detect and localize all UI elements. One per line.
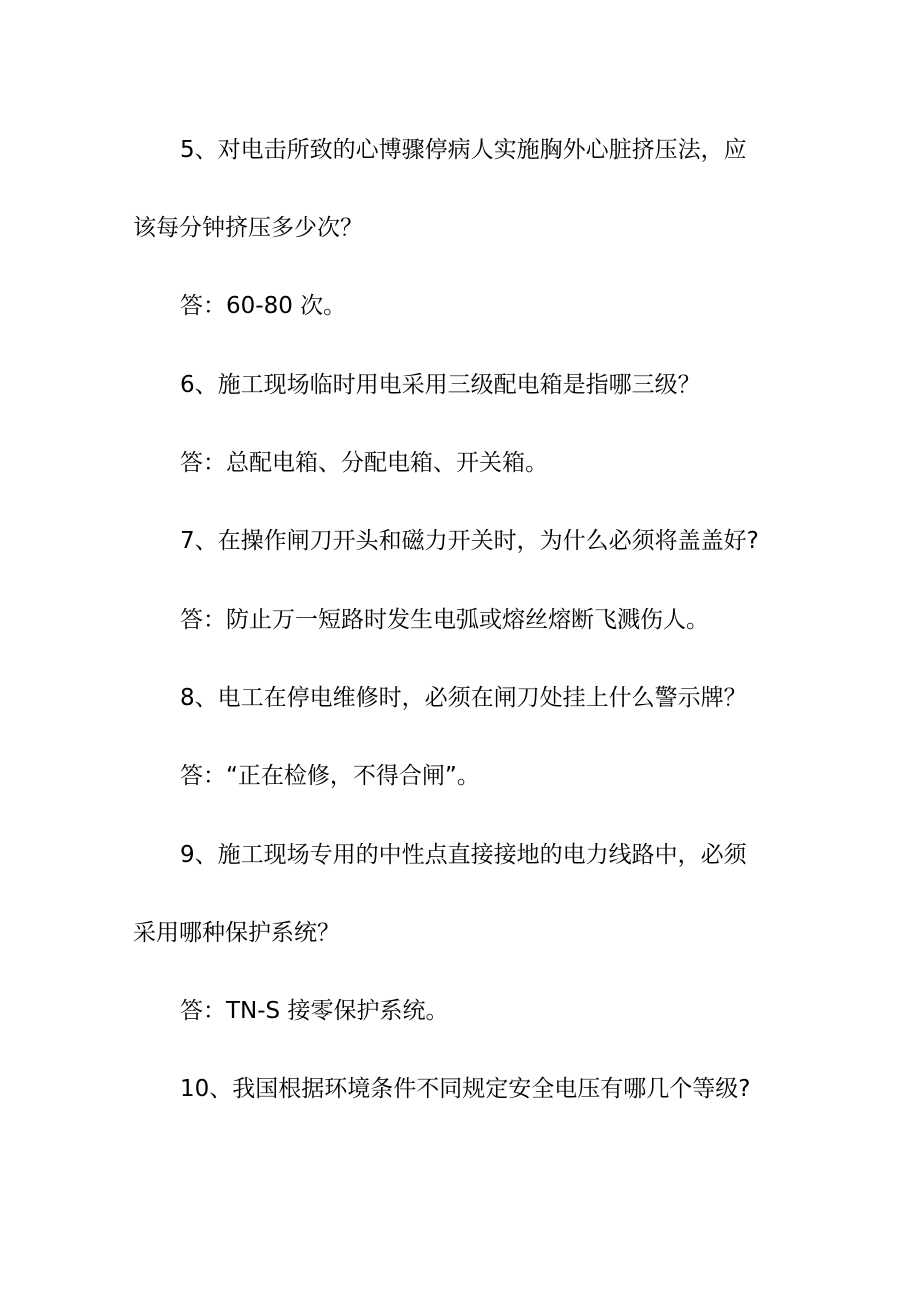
answer-9: 答：TN-S 接零保护系统。 — [180, 998, 449, 1024]
question-6: 6、施工现场临时用电采用三级配电箱是指哪三级？ — [180, 372, 701, 398]
answer-6: 答：总配电箱、分配电箱、开关箱。 — [180, 450, 548, 476]
question-5-line-2: 该每分钟挤压多少次？ — [133, 215, 363, 241]
question-8: 8、电工在停电维修时，必须在闸刀处挂上什么警示牌？ — [180, 685, 747, 711]
question-10: 10、我国根据环境条件不同规定安全电压有哪几个等级? — [180, 1076, 751, 1102]
answer-5: 答：60-80 次。 — [180, 293, 347, 319]
question-7: 7、在操作闸刀开头和磁力开关时，为什么必须将盖盖好? — [180, 528, 759, 554]
question-5-line-1: 5、对电击所致的心博骤停病人实施胸外心脏挤压法，应 — [180, 137, 747, 163]
answer-7: 答：防止万一短路时发生电弧或熔丝熔断飞溅伤人。 — [180, 607, 709, 633]
question-9-line-2: 采用哪种保护系统？ — [133, 920, 340, 946]
answer-8: 答：“正在检修，不得合闸”。 — [180, 763, 480, 789]
question-9-line-1: 9、施工现场专用的中性点直接接地的电力线路中，必须 — [180, 842, 747, 868]
